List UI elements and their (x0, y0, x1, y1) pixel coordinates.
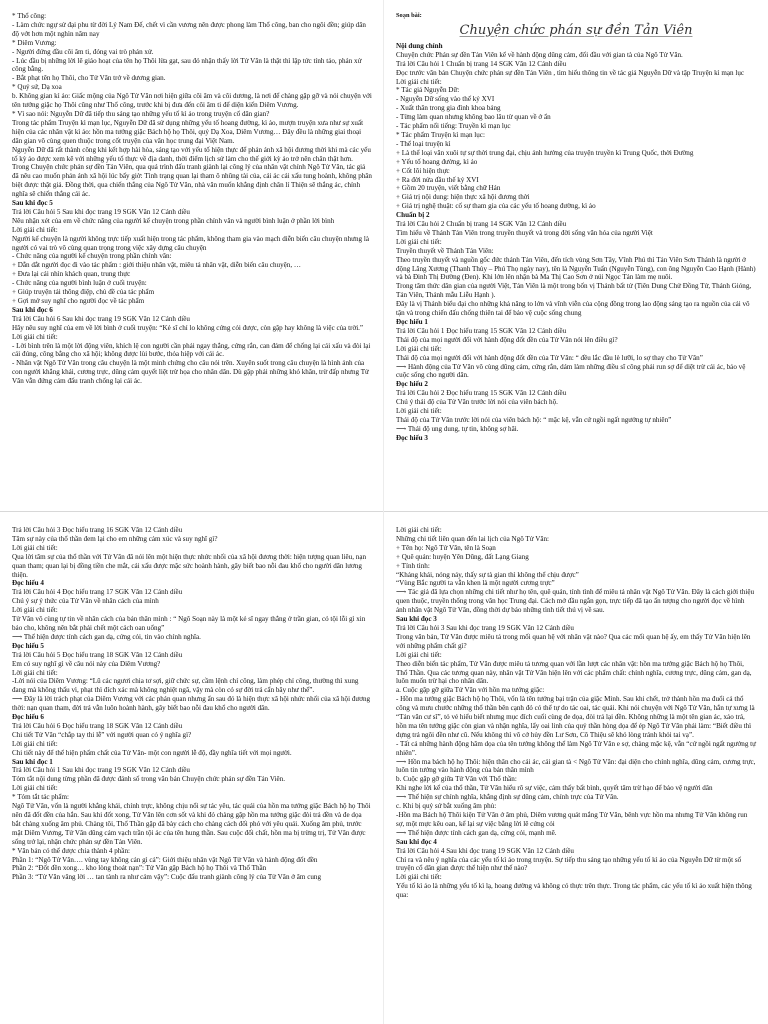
text-line: b. Cuộc gặp gỡ giữa Tử Văn với Thổ thần: (396, 775, 517, 784)
text-line: Trả lời Câu hỏi 5 Đọc hiểu trang 18 SGK Văn 12 Cánh diều (12, 650, 183, 659)
text-line: + Cốt lõi hiện thực (396, 166, 450, 175)
text-line: Trong tâm thức dân gian của người Việt, Tản Viên là một trong bốn vị Thánh bất tử (Tiên Dung Chử Đồng Tử, Thánh Gióng, Tản Viên, Thánh mẫu Liễu Hạnh ). (396, 282, 752, 300)
text-line: Lời giải chi tiết: (12, 784, 58, 793)
text-line: Lời giải chi tiết: (396, 526, 442, 534)
section-heading: Đọc hiểu 2 (396, 380, 428, 389)
text-line: Nguyễn Dữ đã rất thành công khi kết hợp hài hòa, sáng tạo với yếu tố hiện thực để phản ánh xã hội đương thời khi mà các yếu tố kỳ ảo được xem kẽ với những yếu tố thực về địa danh, thời điểm lịch sử làm cho thế giới kỳ ảo trở nên chân thật hơn. (12, 145, 371, 163)
text-line: Chi tiết Tử Văn “chắp tay thi lễ” với người quan có ý nghĩa gì? (12, 730, 192, 739)
text-line: + Quê quán: huyện Yên Dũng, đất Lạng Giang (396, 552, 529, 561)
page-divider-horizontal (0, 511, 768, 512)
text-line: Lời giải chi tiết: (12, 332, 58, 341)
text-line: Trả lời Câu hỏi 1 Đọc hiểu trang 15 SGK Văn 12 Cánh diều (396, 326, 567, 335)
text-line: Qua lời tâm sự của thổ thần với Tử Văn đã nói lên một hiện thực nhức nhối của xã hội đương thời: hiện tượng quan liêu, nạn quan tham; quan lại bị đồng tiền che mắt, cái xấu được mặc sức hoành hành, gây biết bao nỗi đau khổ cho người dân lương thiện. (12, 552, 367, 579)
page-body (12, 12, 372, 386)
text-line: - Làm chức ngự sử đại phu từ đời Lý Nam Đế, chết vì cần vương nên được phong làm Thổ công, ban cho ngôi đền; giúp dân độ vớt hơn một nghìn năm nay (12, 20, 366, 38)
text-line: - Tất cả những hành động hăm dọa của tên tướng không thể làm Ngô Tử Văn e sợ, chàng mặc kệ, vẫn “cứ ngồi ngất ngưởng tự nhiên”. (396, 739, 756, 757)
page-bottom-left (6, 522, 378, 1018)
text-line: Truyền thuyết về Thánh Tản Viên: (396, 246, 494, 255)
text-line: Nêu nhận xét của em về chức năng của người kể chuyện trong phần chính văn và người bình luận ở phần lời bình (12, 216, 335, 225)
text-line: Lời giải chi tiết: (12, 606, 58, 615)
text-line: Thái độ của Tử Văn trước lời nói của viên bách hộ: “ mặc kệ, vẫn cứ ngồi ngất ngưởng tự nhiên” (396, 415, 672, 424)
text-line: - Lúc đầu bị những lời lẽ giáo hoạt của tên họ Thôi lừa gạt, sau đó nhận thấy lời Tử Văn là thật thì lập tức tính tảo, phán xử công bằng. (12, 56, 362, 74)
text-line: - Bắt phạt tên họ Thôi, cho Tử Văn trở về dương gian. (12, 74, 166, 83)
text-line: - Nhân vật Ngô Tử Văn trong câu chuyện là một minh chứng cho câu nói trên. Xuyên suốt trong câu chuyện là hình ảnh của con người khẳng khái, cương trực, dũng cảm quyết liệt trừ họa cho nhân dân. Dù gặp phải những khó khăn, trừ đấp nhưng Tử Văn vẫn đứng cảm đấu tranh chống lại cái ác. (12, 359, 369, 386)
text-line: + Gợi mở suy nghĩ cho người đọc về tác phẩm (12, 297, 145, 305)
text-line: Khi nghe lời kể của thổ thần, Tử Văn hiểu rõ sự việc, cảm thấy bất bình, quyết tâm trừ hạo để bảo vệ người dân (396, 784, 713, 793)
text-line: - Hồn ma tướng giặc Bách hộ họ Thôi, vốn là tên tướng bại trận của giặc Minh. Sau khi chết, trở thành hồn ma đuổi cả thổ công và mưu chước những thổ thần bên cạnh đó có thể tự do tác oai, tác quái. Khi nói chuyện với Ngô Tử Văn, hắn tự xưng là “Tản văn cư sĩ”, tỏ vẻ hiểu biết nhưng mục đích cuối cùng đe dọa, đòi trả lại đền. Không những là một tên gian ác, xảo trá, hồn ma tên tướng giặc còn gian và nhận nghĩa, lẩy oai linh của quỷ thần hòng dọa để ép Ngô Tử Văn phải làm: “Biết điều thì dựng trả ngôi đền như cũ. Nếu không thì vô cớ hủy đền Lư Sơn, Cô Thiệu sẽ khó lòng tránh khỏi tai vạ”. (396, 695, 755, 739)
text-line: Lời giải chi tiết: (12, 225, 58, 234)
page-bottom-right (390, 522, 762, 1018)
section-heading: Sau khi đọc 5 (12, 199, 53, 208)
text-line: + Tính tình: (396, 561, 430, 570)
text-line: Trả lời Câu hỏi 6 Đọc hiểu trang 18 SGK Văn 12 Cánh diều (12, 721, 183, 730)
text-line: “Khảng khái, nóng nảy, thấy sự tà gian thì không thể chịu được” (396, 570, 579, 579)
text-line: “Vùng Bắc người ta vẫn khen là một người cương trực” (396, 579, 555, 588)
text-line: * Tóm tắt tác phẩm: (12, 793, 69, 802)
text-line: Đây là vị Thánh biểu đại cho những khả năng to lớn và vĩnh viễn của cộng đồng trong lao động sáng tạo ra nguồn của cải vô tận và trong chiến đấu chống thiên tai để bảo vệ cuộc sống chung (396, 300, 750, 318)
page-body (396, 42, 756, 443)
text-line: Trả lời Câu hỏi 6 Sau khi đọc trang 19 SGK Văn 12 Cánh diều (12, 314, 190, 323)
section-heading: Sau khi đọc 4 (396, 837, 437, 846)
text-line: Tìm hiểu về Thánh Tản Viên trong truyền thuyết và trong đời sống văn hóa của người Việt (396, 228, 653, 237)
page-body (396, 526, 756, 900)
section-heading: Đọc hiểu 1 (396, 318, 428, 326)
text-line: - Thể loại truyện kì (396, 139, 451, 148)
text-line: b. Không gian kì ảo: Giấc mộng của Ngô Tử Văn nơi hiện giữa cõi âm và cõi dương, là nơi để chàng gặp gỡ và nói chuyện với tên tướng giặc họ Thôi cũng như Thổ công, trước khi bị đưa đến cõi âm ti để diện kiến Diêm Vương. (12, 92, 372, 110)
text-line: - Chức năng của người kể chuyện trong phần chính văn: (12, 252, 172, 261)
text-line: Tử Văn vô cùng tự tin về nhân cách của bản thân mình : “ Ngô Soạn này là một kẻ sĩ ngay thẳng ở trần gian, có tội lỗi gì xin bảo cho, không nên bắt phải chết một cách oan uổng” (12, 615, 366, 632)
text-line: - Tác phẩm nổi tiếng: Truyền kì mạn lục (396, 122, 511, 131)
text-line: + Tên họ: Ngô Tử Văn, tên là Soạn (396, 543, 496, 552)
text-line: Trong Chuyện chức phán sự đền Tản Viên, qua quá trình đấu tranh giành lại công lý của nhân vật chính Ngô Tử Văn, tác giả đã nêu cao muốn phản ánh xã hội lúc bấy giờ: Tình trạng quan lại tham ô nhũng tài của, cái ác cái xấu tung hoành, không phân biệt được thật giả. Đồng thời, qua chiến thắng của Ngô Tử Văn, nhà văn muốn khẳng định chân lí Thiện sẽ thắng ác, chính nghĩa sẽ chiến thắng cái ác. (12, 163, 372, 199)
text-line: Chú ý thái độ của Tử Văn trước lời nói của viên bách hộ. (396, 398, 558, 407)
section-heading: Đọc hiểu 5 (12, 641, 44, 650)
text-line: ⟶ Tác giả đã lựa chọn những chi tiết như họ tên, quê quán, tính tình để miêu tả nhân vật Ngô Tử Văn. Đây là cách giới thiệu quen thuộc, truyền thống trong văn học Trung đại. Cách mở đầu ngắn gọn, trực tiếp đã tạo ấn tượng cho người đọc về hình ảnh nhân vật Ngô Tử Văn, đồng thời dự báo những tình tiết thú vị về sau. (396, 588, 755, 615)
text-line: Đọc trước văn bản Chuyện chức phán sự đền Tản Viên , tìm hiểu thông tin về tác giả Nguyễn Dữ và tập Truyện kì mạn lục (396, 68, 745, 77)
text-line: Theo truyền thuyết và nguồn gốc đức thánh Tản Viên, đến tích vùng Sơn Tây, Vĩnh Phú thì Tản Viên Sơn Thánh là người ở động Lăng Xương (Thanh Thủy – Phú Thọ ngày nay), tên là Nguyễn Tuấn (Nguyễn Tùng), con ông Nguyễn Cao Hạnh (Hành) và bà Đinh Thị Đường (Đen). Khi lớn lên nhận bà Ma Thị Cao Sơn ở núi Ngọc Tản làm mẹ nuôi. (396, 255, 756, 282)
text-line: * Tác phẩm Truyện kì mạn lục: (396, 130, 485, 139)
text-line: - Lời bình trên là một lời động viên, khích lệ con người cần phải ngay thẳng, cứng rắn, can đảm để chống lại cái xấu và đòi lại cái đúng, công bằng cho xã hội; không được lùi bước, thỏa hiệp với cái ác. (12, 341, 371, 359)
section-heading: Nội dung chính (396, 41, 443, 50)
text-line: Theo diễn biến tác phẩm, Tử Văn được miêu tả tương quan với lần lượt các nhân vật: hồn ma tướng giặc Bách hộ họ Thôi, Thổ Thần. Qua các tương quan này, nhân vật Tử Văn hiện lên với các phẩm chất: chính nghĩa, cương trực, dũng cảm, gan dạ, luôn muốn trừ hại cho nhân dân. (396, 659, 752, 686)
text-line: Lời giải chi tiết: (396, 873, 442, 882)
text-line: + Gồm 20 truyện, viết bằng chữ Hán (396, 184, 501, 193)
text-line: Hãy nêu suy nghĩ của em về lời bình ở cuối truyện: “Kẻ sĩ chỉ lo không cứng cỏi được, còn gặp hay không là việc của trời.” (12, 323, 364, 332)
text-line: Tóm tắt nội dung từng phần đã được đánh số trong văn bản Chuyện chức phán sự đền Tản Viên. (12, 775, 285, 784)
text-line: ⟶ Hồn ma bách hộ họ Thôi: hiện thân cho cái ác, cái gian tà < Ngô Tử Văn: đại diện cho chính nghĩa, dũng cảm, cương trực, luôn tin tưởng vào hành động của bản thân mình (396, 757, 756, 775)
text-line: Người kể chuyện là người không trực tiếp xuất hiện trong tác phẩm, không tham gia vào mạch diễn biến câu chuyện nhưng là người có vai trò vô cùng quan trọng trong việc xây dựng câu chuyện (12, 234, 369, 252)
text-line: - Nguyễn Dữ sống vào thế kỷ XVI (396, 95, 495, 104)
text-line: Lời giải chi tiết: (396, 407, 442, 416)
text-line: + Yếu tố hoang đường, kì ảo (396, 157, 478, 166)
text-line: Thái độ của mọi người đối với hành động đốt đền của Tử Văn nói lên điều gì? (396, 335, 618, 344)
text-line: ⟶ Thể hiện sự chính nghĩa, khẳng định sự dũng cảm, chính trực của Tử Văn. (396, 793, 619, 802)
text-line: Trả lời Câu hỏi 4 Đọc hiểu trang 17 SGK Văn 12 Cánh diều (12, 588, 183, 597)
text-line: ⟶ Thái độ ung dung, tự tin, không sợ hãi. (396, 424, 519, 433)
text-line: * Văn bản có thể được chia thành 4 phần: (12, 846, 130, 855)
text-line: ⟶ Thể hiện được tính cách gan dạ, cứng cỏi, tin vào chính nghĩa. (12, 632, 201, 641)
text-line: Lời giải chi tiết: (12, 668, 58, 677)
text-line: Trả lời Câu hỏi 1 Chuẩn bị trang 14 SGK Văn 12 Cánh diều (396, 59, 567, 68)
text-line: Lời giải chi tiết: (396, 344, 442, 353)
text-line: Trả lời Câu hỏi 3 Sau khi đọc trang 19 SGK Văn 12 Cánh diều (396, 623, 574, 632)
text-line: Lời giải chi tiết: (396, 237, 442, 246)
text-line: Trong văn bản, Tử Văn được miêu tả trong mối quan hệ với nhân vật nào? Qua các mối quan hệ ấy, em thấy Tử Văn hiện lên với những phẩm chất gì? (396, 632, 751, 650)
text-line: Những chi tiết liên quan đến lai lịch của Ngô Tử Văn: (396, 534, 550, 543)
section-heading: Đọc hiểu 6 (12, 713, 44, 722)
page-title: Chuyện chức phán sự đền Tản Viên (459, 22, 693, 38)
text-line: Tâm sự này của thổ thần đem lại cho em những cảm xúc và suy nghĩ gì? (12, 534, 218, 543)
text-line: c. Khi bị quỷ sứ bắt xuống âm phủ: (396, 802, 497, 811)
text-line: Chú ý sự ý thức của Tử Văn về nhân cách của mình (12, 597, 159, 606)
text-line: Lời giải chi tiết: (396, 650, 442, 659)
text-line: + Là thể loại văn xuôi tự sự thời trung đại, chịu ảnh hưởng của truyện truyền kì Trung Quốc, thời Đường (396, 148, 694, 157)
text-line: Trả lời Câu hỏi 5 Sau khi đọc trang 19 SGK Văn 12 Cánh diều (12, 207, 190, 216)
text-line: a. Cuộc gặp gỡ giữa Tử Văn với hồn ma tướng giặc: (396, 686, 545, 695)
text-line: + Đưa lại cái nhìn khách quan, trung thực (12, 270, 131, 279)
text-line: Chi tiết này để thể hiện phẩm chất của Tử Văn- một con người lễ độ, đầy nghĩa tiết với mọi người. (12, 748, 292, 757)
text-line: -Lời nói của Diêm Vương: “Lũ các ngươi chia tơ sợi, giữ chức sự, cầm lệnh chí công, làm phép chỉ công, thường thì xung đang mà không thấu vì, phạt thì đích xác mà không nghiệt ngã, vậy mà còn có sự đời trá cẩn bây như thế”. (12, 677, 359, 695)
text-line: Phần 3: “Tử Văn vâng lời … tan tành ra như cám vậy”: Cuộc đấu tranh giành công lý của Tử Văn ở âm cung (12, 873, 322, 882)
text-line: Trong tác phẩm Truyện kì mạn lục, Nguyễn Dữ đã sử dụng những yếu tố hoang đường, kì ảo, mượn truyện xưa như sự xuất hiện của các nhân vật kì ảo: hồn ma tướng giặc Bách hộ họ Thôi, quỷ Dạ Xoa, Diêm Vương… Đây đều là những giai thoại dân gian vô cùng quen thuộc trong cốt truyện của văn học trung đại Việt Nam. (12, 118, 364, 145)
text-line: Lời giải chi tiết: (12, 543, 58, 552)
section-heading: Đọc hiểu 4 (12, 579, 44, 588)
text-line: + Giá trị nội dung: hiện thực xã hội đương thời (396, 193, 530, 202)
text-line: Trả lời Câu hỏi 1 Sau khi đọc trang 19 SGK Văn 12 Cánh diều (12, 766, 190, 775)
text-line: -Hồn ma Bách hộ Thôi kiện Tử Văn ở âm phủ, Diêm vương quát mắng Tử Văn, bênh vực hồn ma nhưng Tử Văn không run sợ, một mực kêu oan, kể lại sự việc bằng lời lẽ cứng cỏi (396, 811, 748, 828)
text-line: * Diêm Vương: (12, 38, 57, 47)
text-line: + Giúp truyện tải thông điệp, chủ đề của tác phẩm (12, 288, 155, 297)
text-line: Em có suy nghĩ gì về câu nói này của Diêm Vương? (12, 659, 161, 668)
text-line: - Người đứng đầu cõi âm ti, đóng vai trò phán xử. (12, 47, 154, 56)
text-line: + Dẫn dắt người đọc đi vào tác phẩm : giới thiệu nhân vật, miêu tả nhân vật, diễn biến câu chuyện, … (12, 261, 301, 270)
text-line: - Chức năng của người bình luận ở cuối truyện: (12, 279, 147, 288)
text-line: Yếu tố kì ảo là những yếu tố kì lạ, hoang đường và không có thực trên thực. Trong tác phẩm, các yếu tố kì ảo xuất hiện thông qua: (396, 882, 752, 900)
text-line: Phần 1: “Ngô Tử Văn…. vùng tay không cản gì cả”: Giới thiệu nhân vật Ngô Tử Văn và hành động đốt đền (12, 855, 318, 864)
section-heading: Đọc hiểu 3 (396, 433, 428, 442)
text-line: ⟶ Thể hiện được tính cách gan dạ, cứng cỏi, mạnh mẽ. (396, 828, 557, 837)
section-heading: Sau khi đọc 6 (12, 305, 53, 314)
text-line: Trả lời Câu hỏi 2 Chuẩn bị trang 14 SGK Văn 12 Cánh diều (396, 220, 567, 229)
text-line: + Giá trị nghệ thuật: cố sự tham gia của các yếu tố hoang đường, kì ảo (396, 202, 596, 211)
text-line: * Vì sao nói: Nguyễn Dữ đã tiếp thu sáng tạo những yếu tố kì ảo trong truyện cổ dân gian? (12, 109, 270, 118)
text-line: Lời giải chi tiết: (12, 739, 58, 748)
page-top-left (6, 8, 378, 504)
text-line: Trả lời Câu hỏi 3 Đọc hiểu trang 16 SGK Văn 12 Cánh diều (12, 526, 183, 534)
page-body (12, 526, 372, 882)
text-line: - Từng làm quan nhưng không bao lâu từ quan về ở ẩn (396, 113, 551, 122)
page-top-right (390, 8, 762, 504)
text-line: Trả lời Câu hỏi 4 Sau khi đọc trang 19 SGK Văn 12 Cánh diều (396, 846, 574, 855)
text-line: Ngô Tử Văn, vốn là người khẳng khái, chính trực, không chịu nổi sự tác yêu, tác quái của hồn ma tướng giặc Bách hộ họ Thôi nên đã đốt đền của hắn. Sau khi đốt xong, Tử Văn lên cơn sốt và khi đó chàng gặp hồn ma tướng giặc đòi trả đền và đe dọa bắt chàng xuống âm phủ. Chàng tôi, Thổ Thần gặp đã bày cách cho chàng cách đối phó với yêu quái. Xuống âm phủ, trước mặt Diêm Vương, Tử Văn dũng cảm vạch trần tội ác của tên hung thần. Sau cuộc đối chất, hồn ma bị trừng trị, Tử Văn được sống trở lại, nhận chức phán sự đền Tản Viên. (12, 802, 371, 846)
text-line: Trả lời Câu hỏi 2 Đọc hiểu trang 15 SGK Văn 12 Cánh diều (396, 389, 567, 398)
text-line: ⟶ Hành động của Tử Văn vô cùng dũng cảm, cứng rắn, dám làm những điều sĩ công phải run sợ để diệt trừ cái ác, bảo vệ cuộc sống cho người dân. (396, 362, 746, 380)
section-heading: Sau khi đọc 1 (12, 757, 53, 766)
text-line: Phần 2: “Đốt đền xong… kho lòng thoát nạn”: Tử Văn gặp Bách hộ họ Thôi và Thổ Thần (12, 864, 267, 873)
text-line: - Xuất thân trong gia đình khoa bảng (396, 104, 501, 113)
text-line: Chuyện chức Phán sự đền Tản Viên kể về hành động dũng cảm, đối đầu với gian tà của Ngô Tử Văn. (396, 50, 683, 59)
text-line: + Ra đời nửa đầu thế kỷ XVI (396, 175, 479, 184)
text-line: ⟶ Đây là lời trách phạt của Diêm Vương với các phán quan nhưng ẩn sau đó là hiện thực xã hội nhức nhối của xã hội đương thời: nạn quan tham, đời trá vẫn luôn hoành hành, gây biết bao nỗi đau khổ cho người dân. (12, 695, 371, 713)
section-heading: Sau khi đọc 3 (396, 615, 437, 624)
text-line: * Thổ công: (12, 12, 47, 20)
text-line: Chỉ ra và nêu ý nghĩa của các yếu tố kì ảo trong truyện. Sự tiếp thu sáng tạo những yếu tố kì ảo của Nguyễn Dữ từ một số truyện cổ dân gian được thể hiện như thế nào? (396, 855, 742, 873)
text-line: * Quỷ sứ, Dạ xoa (12, 83, 62, 92)
page-label: Soạn bài: (396, 12, 422, 19)
text-line: Lời giải chi tiết: (396, 77, 442, 86)
section-heading: Chuẩn bị 2 (396, 211, 430, 220)
text-line: Thái độ của mọi người đối với hành động đốt đền của Tử Văn: “ đều lắc đầu lè lưỡi, lo sợ thay cho Tử Văn” (396, 353, 703, 362)
page-divider-vertical (383, 0, 384, 1024)
text-line: * Tác giả Nguyễn Dữ: (396, 86, 460, 95)
